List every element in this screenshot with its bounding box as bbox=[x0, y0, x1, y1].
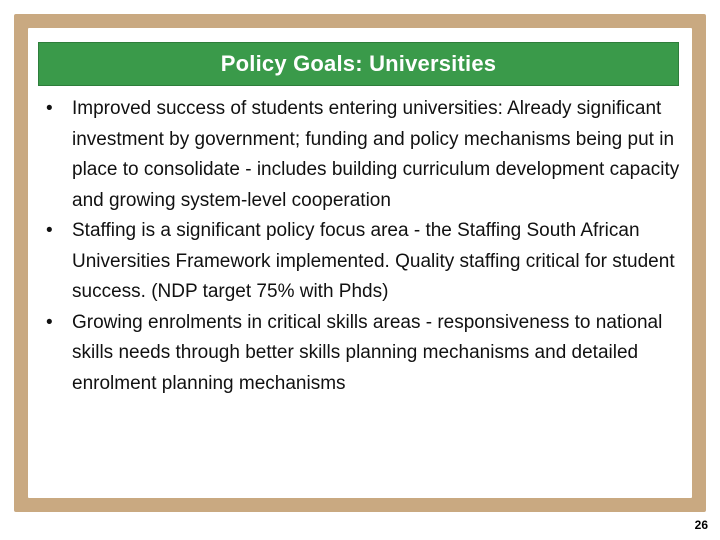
bullet-item bbox=[40, 94, 680, 216]
bullet-item bbox=[40, 216, 680, 308]
bullet-list bbox=[40, 94, 680, 399]
bullet-text: Staffing is a significant policy focus area - the Staffing South African Universities Framework implemented. Quality staffing critical for student success. (NDP target 75% with Phds) bbox=[72, 220, 675, 302]
page-number: 26 bbox=[694, 518, 708, 532]
slide-title: Policy Goals: Universities bbox=[220, 51, 497, 76]
bullet-text: Growing enrolments in critical skills areas - responsiveness to national skills needs through better skills planning mechanisms and detailed enrolment planning mechanisms bbox=[72, 311, 663, 394]
bullet-marker: • bbox=[46, 311, 53, 333]
bullet-item bbox=[40, 308, 680, 400]
title-banner bbox=[38, 42, 679, 86]
bullet-marker: • bbox=[46, 98, 53, 119]
bullet-text: Improved success of students entering universities: Already significant investment by government; funding and policy mechanisms being put in place to consolidate - includes building curriculum development capacity and growing system-level cooperation bbox=[72, 98, 680, 211]
bullet-marker: • bbox=[46, 220, 53, 241]
